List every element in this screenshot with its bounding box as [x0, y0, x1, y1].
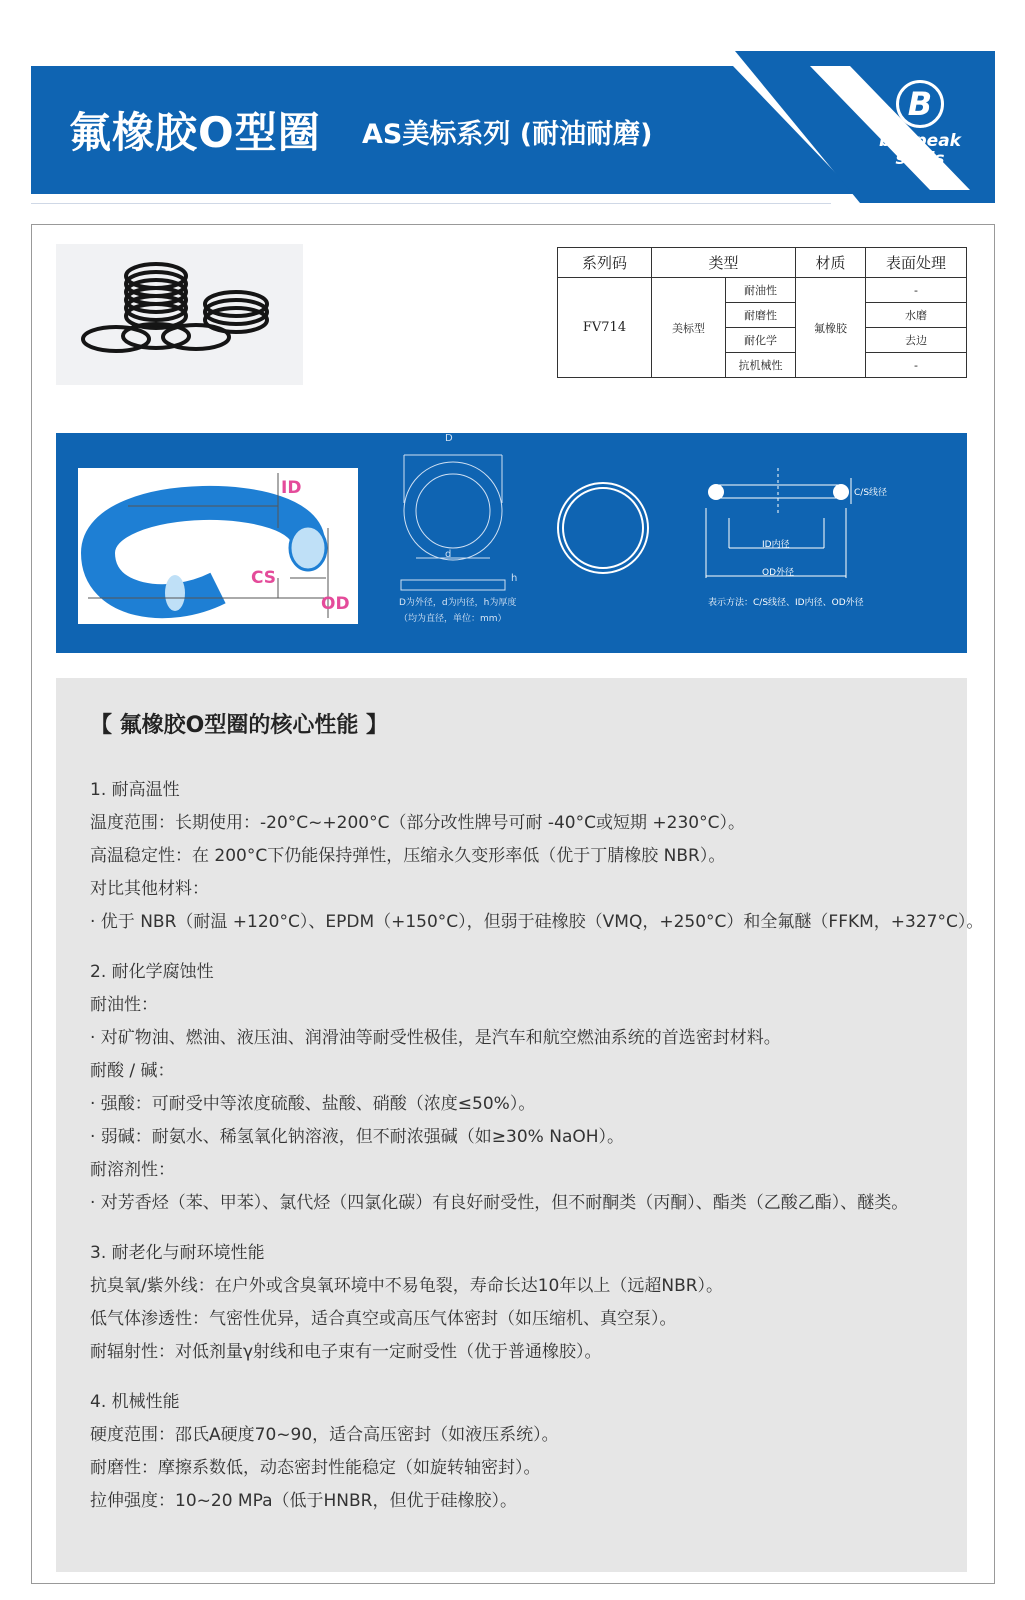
logo-mark-icon: B [896, 80, 944, 128]
text-line: · 对矿物油、燃油、液压油、润滑油等耐受性极佳，是汽车和航空燃油系统的首选密封材料。 [90, 1028, 781, 1048]
cell-series-code: FV714 [558, 278, 652, 378]
th-type: 类型 [652, 248, 796, 278]
cell-property: 耐化学 [726, 328, 796, 353]
ring-dimension-drawing [396, 443, 526, 603]
label-id-inner: ID内径 [762, 540, 790, 550]
text-line: 耐酸 / 碱： [90, 1061, 175, 1081]
text-line: · 优于 NBR（耐温 +120°C）、EPDM（+150°C），但弱于硅橡胶（VMQ，+250°C）和全氟醚（FFKM，+327°C）。 [90, 912, 984, 932]
label-id: ID [281, 478, 302, 498]
logo-text-line2: seals [895, 149, 945, 169]
cell-surface: 去边 [866, 328, 967, 353]
cell-type: 美标型 [652, 278, 726, 378]
cell-surface: - [866, 278, 967, 303]
caption-left-line2: （均为直径，单位：mm） [399, 614, 507, 624]
label-cs: CS [251, 568, 277, 588]
text-line: 高温稳定性：在 200°C下仍能保持弹性，压缩永久变形率低（优于丁腈橡胶 NBR）。 [90, 846, 726, 866]
dimension-diagram [56, 433, 967, 653]
text-line: 拉伸强度：10~20 MPa（低于HNBR，但优于硅橡胶）。 [90, 1491, 517, 1511]
heading-heat: 1. 耐高温性 [90, 780, 180, 800]
cell-surface: - [866, 353, 967, 378]
th-material: 材质 [796, 248, 866, 278]
label-h: h [511, 573, 518, 584]
properties-list [90, 774, 984, 1518]
text-line: 对比其他材料： [90, 879, 209, 899]
product-image [56, 244, 303, 385]
text-line: · 对芳香烃（苯、甲苯）、氯代烃（四氯化碳）有良好耐受性，但不耐酮类（丙酮）、酯类（乙酸乙酯）、醚类。 [90, 1193, 909, 1213]
text-line: · 强酸：可耐受中等浓度硫酸、盐酸、硝酸（浓度≤50%）。 [90, 1094, 536, 1114]
text-line: 耐辐射性：对低剂量γ射线和电子束有一定耐受性（优于普通橡胶）。 [90, 1342, 602, 1362]
text-line: · 弱碱：耐氨水、稀氢氧化钠溶液，但不耐浓强碱（如≥30% NaOH）。 [90, 1127, 625, 1147]
cell-material: 氟橡胶 [796, 278, 866, 378]
caption-left-line1: D为外径，d为内径，h为厚度 [399, 598, 517, 608]
ring-front-view [553, 478, 653, 578]
cell-property: 耐磨性 [726, 303, 796, 328]
text-line: 抗臭氧/紫外线：在户外或含臭氧环境中不易龟裂，寿命长达10年以上（远超NBR）。 [90, 1276, 724, 1296]
label-od-outer: OD外径 [762, 568, 795, 578]
header-divider [31, 203, 831, 204]
text-line: 耐溶剂性： [90, 1160, 175, 1180]
label-od: OD [321, 594, 350, 614]
cell-property: 抗机械性 [726, 353, 796, 378]
logo-text-line1: boilpeak [879, 131, 961, 151]
section-title: 【 氟橡胶O型圈的核心性能 】 [90, 713, 389, 738]
page-subtitle: AS美标系列 (耐油耐磨) [362, 119, 653, 150]
text-line: 硬度范围：邵氏A硬度70~90，适合高压密封（如液压系统）。 [90, 1425, 559, 1445]
spec-table [557, 247, 967, 378]
caption-right: 表示方法：C/S线径、ID内径、OD外径 [708, 598, 864, 608]
o-ring-photo [56, 244, 303, 385]
page-title: 氟橡胶O型圈 [69, 108, 321, 157]
text-line: 耐磨性：摩擦系数低，动态密封性能稳定（如旋转轴密封）。 [90, 1458, 541, 1478]
label-D: D [445, 433, 453, 444]
heading-chemical: 2. 耐化学腐蚀性 [90, 962, 214, 982]
heading-mechanical: 4. 机械性能 [90, 1392, 180, 1412]
th-surface: 表面处理 [866, 248, 967, 278]
brand-logo [855, 80, 985, 168]
cell-property: 耐油性 [726, 278, 796, 303]
th-series-code: 系列码 [558, 248, 652, 278]
text-line: 耐油性： [90, 995, 158, 1015]
label-cs-line: C/S线径 [854, 488, 888, 498]
core-properties-panel [56, 678, 984, 1572]
text-line: 低气体渗透性：气密性优异，适合真空或高压气体密封（如压缩机、真空泵）。 [90, 1309, 677, 1329]
heading-aging: 3. 耐老化与耐环境性能 [90, 1243, 265, 1263]
o-ring-3d-illustration [78, 468, 358, 624]
text-line: 温度范围：长期使用：-20°C~+200°C（部分改性牌号可耐 -40°C或短期 +230°C）。 [90, 813, 745, 833]
label-d: d [445, 549, 452, 560]
caption-left [399, 595, 516, 627]
cell-surface: 水磨 [866, 303, 967, 328]
